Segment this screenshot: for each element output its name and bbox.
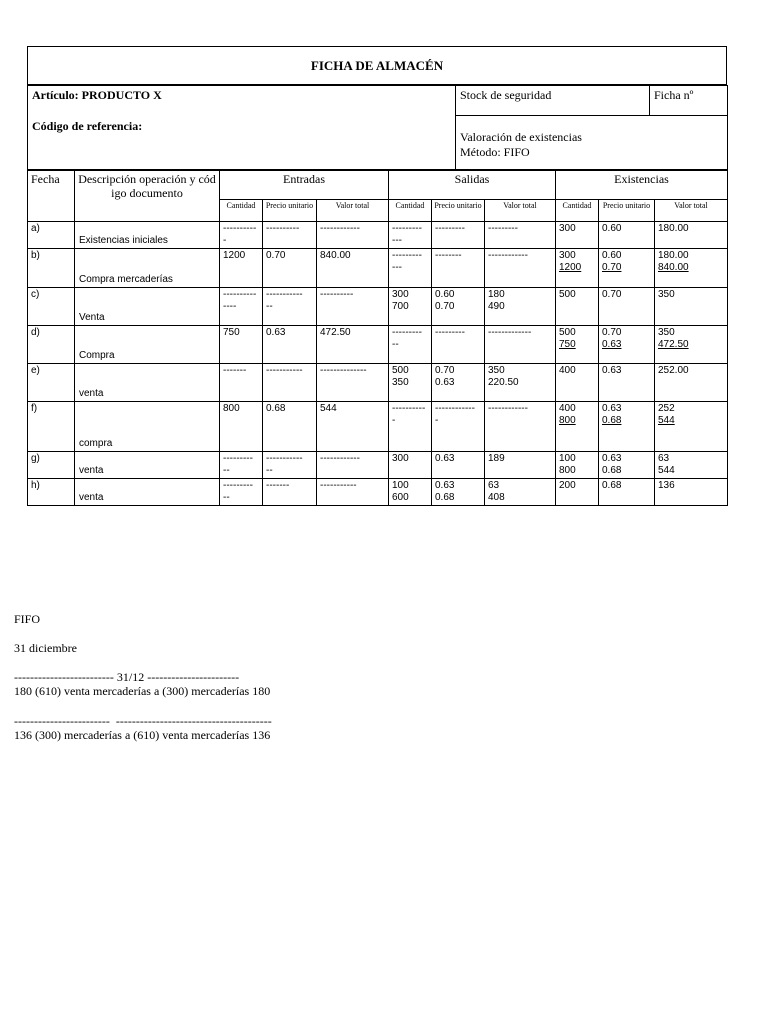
cell-line: 0.63 [435,453,455,464]
cell-line: 220.50 [488,377,519,388]
cell-line: --------- [392,250,422,261]
card-title: FICHA DE ALMACÉN [27,46,727,85]
cell-line: -- [266,301,273,312]
cell-entradas-precio [263,402,317,452]
ref-code-label: Código de referencia: [32,119,143,133]
cell-line: 252 [658,403,675,414]
table-row [28,364,728,402]
cell-entradas-valor [317,288,389,326]
cell-existencias-cantidad [556,288,599,326]
col-header-salidas: Salidas [389,171,556,200]
cell-line: --- [392,235,402,246]
cell-entradas-cantidad [220,288,263,326]
cell-existencias-cantidad [556,222,599,249]
cell-line: ------- [266,480,290,491]
cell-line: --------- [435,223,465,234]
cell-salidas-precio [432,364,485,402]
col-header-fecha: Fecha [28,171,75,222]
cell-line: 350 [658,327,675,338]
notes-method: FIFO [14,612,41,626]
notes-date: 31 diciembre [14,641,77,655]
cell-line: 544 [320,403,337,414]
cell-line: 136 [658,480,675,491]
cell-line: -- [223,492,230,503]
cell-salidas-valor [485,326,556,364]
cell-line: -- [223,465,230,476]
sub-header-cantidad: Cantidad [220,200,263,222]
cell-salidas-cantidad [389,452,432,479]
cell-line: 63 [658,453,670,464]
description-text: compra [79,438,113,449]
sub-header-valor: Valor total [485,200,556,222]
journal-entry-2: 136 (300) mercaderías a (610) venta mercaderías 136 [14,728,271,742]
cell-line: ------------ [435,403,475,414]
cell-existencias-cantidad [556,326,599,364]
cell-line: ----------- [266,289,303,300]
cell-line: --- [392,262,402,273]
cell-description [75,402,220,452]
cell-line: --------- [392,327,422,338]
cell-salidas-precio [432,249,485,288]
cell-line: 189 [488,453,505,464]
cell-salidas-valor [485,249,556,288]
sub-header-precio: Precio unitario [599,200,655,222]
cell-line: 750 [223,327,240,338]
cell-line: ---------- [266,223,300,234]
cell-line: 472.50 [658,339,689,350]
cell-existencias-precio [599,249,655,288]
cell-existencias-valor [655,452,728,479]
description-text: venta [79,492,104,503]
cell-line: 300 [392,453,409,464]
cell-existencias-cantidad [556,364,599,402]
cell-salidas-cantidad [389,249,432,288]
cell-line: --------- [223,453,253,464]
cell-line: 0.70 [602,327,622,338]
cell-fecha: c) [28,288,75,326]
cell-line: 1200 [559,262,582,273]
journal-entry-1: 180 (610) venta mercaderías a (300) mercaderías 180 [14,684,271,698]
col-header-existencias: Existencias [556,171,728,200]
cell-entradas-valor [317,364,389,402]
cell-line: 350 [392,377,409,388]
valuation-label: Valoración de existencias [460,130,582,144]
cell-entradas-precio [263,326,317,364]
description-text: venta [79,465,104,476]
cell-existencias-cantidad [556,452,599,479]
cell-line: 100 [392,480,409,491]
table-row [28,402,728,452]
cell-line: 544 [658,415,675,426]
cell-line: ------------ [320,223,360,234]
cell-salidas-precio [432,452,485,479]
cell-line: 0.63 [602,365,622,376]
cell-line: 0.63 [266,327,286,338]
cell-line: 252.00 [658,365,689,376]
cell-entradas-precio [263,452,317,479]
sheet-number-label: Ficha nº [650,86,728,116]
cell-description [75,249,220,288]
cell-existencias-valor [655,402,728,452]
cell-line: 544 [658,465,675,476]
cell-line: ------------ [488,250,528,261]
cell-salidas-valor [485,364,556,402]
cell-line: 500 [559,327,576,338]
table-row [28,222,728,249]
cell-entradas-cantidad [220,479,263,506]
cell-line: ------------ [488,403,528,414]
method-label: Método: FIFO [460,145,530,159]
cell-line: 0.63 [602,403,622,414]
safety-stock-label: Stock de seguridad [456,86,650,116]
description-text: Venta [79,312,105,323]
cell-entradas-cantidad [220,402,263,452]
table-row [28,479,728,506]
cell-line: 800 [559,465,576,476]
sub-header-valor: Valor total [655,200,728,222]
table-row [28,452,728,479]
cell-salidas-cantidad [389,364,432,402]
cell-entradas-precio [263,222,317,249]
cell-line: 472.50 [320,327,351,338]
cell-line: 0.60 [435,289,455,300]
cell-salidas-precio [432,222,485,249]
cell-fecha: h) [28,479,75,506]
cell-existencias-valor [655,364,728,402]
cell-line: 500 [392,365,409,376]
cell-line: 0.70 [602,289,622,300]
sub-header-valor: Valor total [317,200,389,222]
cell-line: - [223,235,227,246]
cell-line: 0.63 [602,453,622,464]
cell-fecha: d) [28,326,75,364]
cell-existencias-cantidad [556,402,599,452]
cell-line: --------- [435,327,465,338]
cell-entradas-precio [263,479,317,506]
cell-line: 0.70 [602,262,622,273]
cell-fecha: a) [28,222,75,249]
cell-line: ----------- [320,480,357,491]
cell-line: 0.63 [602,339,622,350]
cell-description [75,326,220,364]
cell-line: 490 [488,301,505,312]
cell-line: ------------- [488,327,532,338]
cell-fecha: b) [28,249,75,288]
cell-line: 408 [488,492,505,503]
cell-existencias-precio [599,479,655,506]
cell-line: 300 [392,289,409,300]
cell-entradas-precio [263,249,317,288]
cell-existencias-precio [599,288,655,326]
cell-entradas-cantidad [220,222,263,249]
cell-line: --------- [488,223,518,234]
cell-line: -- [392,339,399,350]
cell-existencias-valor [655,479,728,506]
cell-line: 0.60 [602,250,622,261]
col-header-description: Descripción operación y código documento [75,171,220,222]
card-header [27,85,728,170]
cell-line: 400 [559,365,576,376]
cell-line: ------------ [320,453,360,464]
cell-salidas-valor [485,222,556,249]
cell-line: 300 [559,223,576,234]
cell-existencias-precio [599,364,655,402]
cell-salidas-cantidad [389,402,432,452]
cell-fecha: f) [28,402,75,452]
cell-existencias-precio [599,402,655,452]
cell-salidas-precio [432,479,485,506]
cell-line: --------- [392,223,422,234]
cell-line: 700 [392,301,409,312]
cell-salidas-precio [432,402,485,452]
cell-description [75,364,220,402]
cell-line: 0.70 [435,301,455,312]
cell-line: 200 [559,480,576,491]
cell-line: 180.00 [658,223,689,234]
cell-line: 1200 [223,250,246,261]
cell-description [75,479,220,506]
cell-line: 350 [488,365,505,376]
cell-line: - [392,415,396,426]
cell-line: 750 [559,339,576,350]
cell-line: 0.70 [435,365,455,376]
article-label: Artículo: PRODUCTO X [32,88,162,102]
description-text: Compra [79,350,115,361]
cell-line: ----------- [266,453,303,464]
cell-line: 840.00 [658,262,689,273]
cell-line: 0.60 [602,223,622,234]
cell-existencias-precio [599,222,655,249]
cell-line: 0.63 [435,480,455,491]
cell-line: 400 [559,403,576,414]
cell-line: 0.68 [602,480,622,491]
description-text: Existencias iniciales [79,235,168,246]
cell-entradas-cantidad [220,326,263,364]
cell-line: ---------- [223,223,257,234]
cell-line: -------- [435,250,462,261]
cell-entradas-valor [317,479,389,506]
cell-line: 63 [488,480,500,491]
cell-entradas-precio [263,364,317,402]
cell-description [75,222,220,249]
cell-entradas-cantidad [220,364,263,402]
cell-existencias-valor [655,222,728,249]
table-row [28,249,728,288]
cell-line: 180.00 [658,250,689,261]
warehouse-card [27,46,727,506]
notes-separator-2: ------------------------ --------------------------------------- [14,714,272,728]
cell-line: ---------- [320,289,354,300]
description-text: venta [79,388,104,399]
cell-line: 180 [488,289,505,300]
cell-existencias-cantidad [556,249,599,288]
cell-line: ------- [223,365,247,376]
cell-salidas-cantidad [389,479,432,506]
cell-line: --------- [223,480,253,491]
cell-line: ---- [223,301,237,312]
sub-header-precio: Precio unitario [263,200,317,222]
cell-line: 840.00 [320,250,351,261]
cell-salidas-valor [485,402,556,452]
cell-line: 0.68 [266,403,286,414]
journal-notes [14,612,272,742]
cell-description [75,452,220,479]
notes-separator-1: ------------------------- 31/12 ----------------------- [14,670,240,684]
description-text: Compra mercaderías [79,274,173,285]
cell-salidas-precio [432,288,485,326]
cell-fecha: g) [28,452,75,479]
cell-line: 800 [223,403,240,414]
cell-line: ----------- [266,365,303,376]
cell-salidas-precio [432,326,485,364]
cell-fecha: e) [28,364,75,402]
cell-existencias-precio [599,452,655,479]
cell-existencias-valor [655,288,728,326]
cell-line: 0.68 [602,465,622,476]
cell-line: 350 [658,289,675,300]
cell-entradas-cantidad [220,249,263,288]
cell-line: 300 [559,250,576,261]
cell-entradas-valor [317,249,389,288]
cell-entradas-cantidad [220,452,263,479]
cell-description [75,288,220,326]
cell-line: 0.68 [602,415,622,426]
cell-existencias-cantidad [556,479,599,506]
cell-line: 500 [559,289,576,300]
cell-salidas-valor [485,479,556,506]
cell-salidas-cantidad [389,326,432,364]
cell-entradas-precio [263,288,317,326]
cell-existencias-precio [599,326,655,364]
cell-line: ---------- [392,403,426,414]
movements-table [27,170,728,506]
table-row [28,288,728,326]
cell-line: 800 [559,415,576,426]
cell-line: - [435,415,439,426]
col-header-entradas: Entradas [220,171,389,200]
cell-line: -- [266,465,273,476]
cell-salidas-valor [485,288,556,326]
sub-header-precio: Precio unitario [432,200,485,222]
cell-salidas-cantidad [389,288,432,326]
cell-existencias-valor [655,249,728,288]
cell-line: -------------- [320,365,367,376]
cell-line: 0.68 [435,492,455,503]
cell-line: 0.70 [266,250,286,261]
sub-header-cantidad: Cantidad [556,200,599,222]
cell-existencias-valor [655,326,728,364]
cell-line: 600 [392,492,409,503]
sub-header-cantidad: Cantidad [389,200,432,222]
cell-line: ---------- [223,289,257,300]
cell-salidas-valor [485,452,556,479]
cell-line: 0.63 [435,377,455,388]
cell-line: 100 [559,453,576,464]
table-row [28,326,728,364]
cell-entradas-valor [317,452,389,479]
cell-entradas-valor [317,326,389,364]
cell-entradas-valor [317,402,389,452]
cell-salidas-cantidad [389,222,432,249]
cell-entradas-valor [317,222,389,249]
